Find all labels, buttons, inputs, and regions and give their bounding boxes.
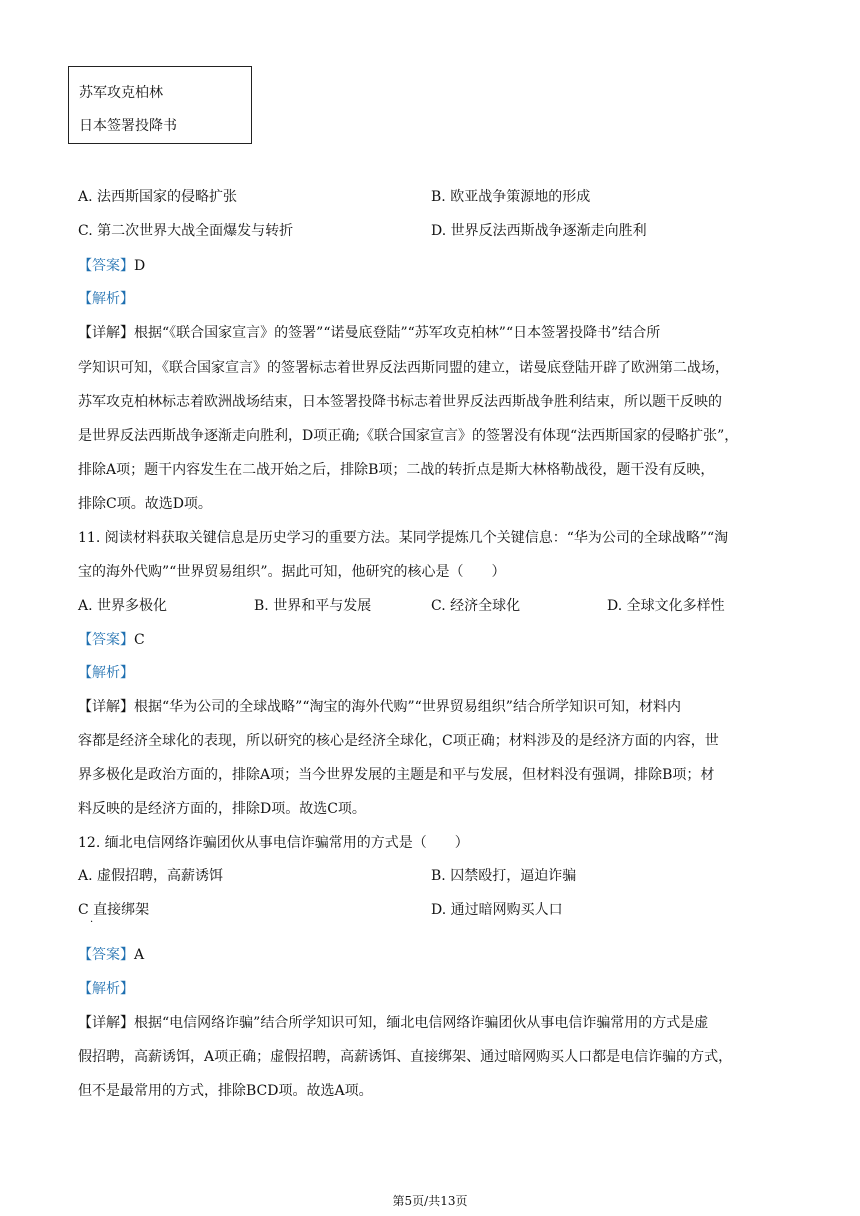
q11-answer — [78, 630, 145, 650]
q10-option-b: B. 欧亚战争策源地的形成 — [431, 189, 591, 205]
detail-tag: 【详解】 — [78, 1015, 134, 1031]
answer-value: C — [134, 632, 145, 648]
q11-detail-line: 容都是经济全球化的表现，所以研究的核心是经济全球化，C项正确；材料涉及的是经济方面的内容，世 — [78, 733, 719, 749]
q11-option-d: D. 全球文化多样性 — [607, 598, 725, 614]
q11-option-c: C. 经济全球化 — [431, 598, 521, 614]
answer-tag: 【答案】 — [78, 258, 134, 274]
q12-detail-line: 但不是最常用的方式，排除BCD项。故选A项。 — [78, 1083, 373, 1099]
detail-text: 根据“《联合国家宣言》的签署”“诺曼底登陆”“苏军攻克柏林”“日本签署投降书”结合所 — [134, 325, 661, 341]
q10-detail-line: 学知识可知，《联合国家宣言》的签署标志着世界反法西斯同盟的建立，诺曼底登陆开辟了欧洲第二战场， — [78, 360, 729, 376]
q10-option-c: C. 第二次世界大战全面爆发与转折 — [78, 223, 294, 239]
detail-tag: 【详解】 — [78, 325, 134, 341]
detail-tag: 【详解】 — [78, 699, 134, 715]
q11-detail-line — [78, 697, 681, 717]
answer-tag: 【答案】 — [78, 632, 134, 648]
q11-analysis-tag: 【解析】 — [78, 665, 134, 681]
q12-option-b: B. 囚禁殴打，逼迫诈骗 — [431, 868, 577, 884]
q12-answer — [78, 945, 144, 965]
q11-detail-line: 料反映的是经济方面的，排除D项。故选C项。 — [78, 801, 366, 817]
page-number-footer: 第5页/共13页 — [392, 1194, 468, 1208]
q12-option-c: C 直接绑架 — [78, 902, 150, 918]
q12-analysis-tag: 【解析】 — [78, 981, 134, 997]
q10-detail-line: 排除C项。故选D项。 — [78, 496, 212, 512]
q12-detail-line: 假招聘，高薪诱饵，A项正确；虚假招聘，高薪诱饵、直接绑架、通过暗网购买人口都是电信诈骗的方式， — [78, 1049, 733, 1065]
detail-text: 根据“电信网络诈骗”结合所学知识可知，缅北电信网络诈骗团伙从事电信诈骗常用的方式是虚 — [134, 1015, 709, 1031]
answer-tag: 【答案】 — [78, 947, 134, 963]
q10-option-a: A. 法西斯国家的侵略扩张 — [78, 189, 238, 205]
stray-dot-mark: · — [90, 917, 94, 928]
material-line: 日本签署投降书 — [79, 118, 177, 134]
q10-detail-line — [78, 323, 660, 343]
q12-option-a: A. 虚假招聘，高薪诱饵 — [78, 868, 224, 884]
answer-value: A — [134, 947, 145, 963]
answer-value: D — [134, 258, 146, 274]
q10-analysis-tag: 【解析】 — [78, 291, 134, 307]
material-line: 苏军攻克柏林 — [79, 85, 163, 101]
material-table — [68, 66, 252, 144]
q11-detail-line: 界多极化是政治方面的，排除A项；当今世界发展的主题是和平与发展，但材料没有强调，排除B项；材 — [78, 767, 715, 783]
q10-option-d: D. 世界反法西斯战争逐渐走向胜利 — [431, 223, 647, 239]
q12-stem: 12. 缅北电信网络诈骗团伙从事电信诈骗常用的方式是（ ） — [78, 835, 469, 851]
q10-answer — [78, 256, 145, 276]
q10-detail-line: 苏军攻克柏林标志着欧洲战场结束，日本签署投降书标志着世界反法西斯战争胜利结束，所以题干反映的 — [78, 394, 722, 410]
q12-detail-line — [78, 1013, 708, 1033]
q11-option-a: A. 世界多极化 — [78, 598, 168, 614]
q11-stem-line: 11. 阅读材料获取关键信息是历史学习的重要方法。某同学提炼几个关键信息：“华为公司的全球战略”“淘 — [78, 530, 729, 546]
q12-option-d: D. 通过暗网购买人口 — [431, 902, 563, 918]
q11-option-b: B. 世界和平与发展 — [254, 598, 372, 614]
q10-detail-line: 排除A项；题干内容发生在二战开始之后，排除B项；二战的转折点是斯大林格勒战役，题干没有反映， — [78, 462, 715, 478]
q11-stem-line: 宝的海外代购”“世界贸易组织”。据此可知，他研究的核心是（ ） — [78, 564, 506, 580]
q10-detail-line: 是世界反法西斯战争逐渐走向胜利，D项正确;《联合国家宣言》的签署没有体现“法西斯国家的侵略扩张”， — [78, 428, 739, 444]
detail-text: 根据“华为公司的全球战略”“淘宝的海外代购”“世界贸易组织”结合所学知识可知，材料内 — [134, 699, 681, 715]
